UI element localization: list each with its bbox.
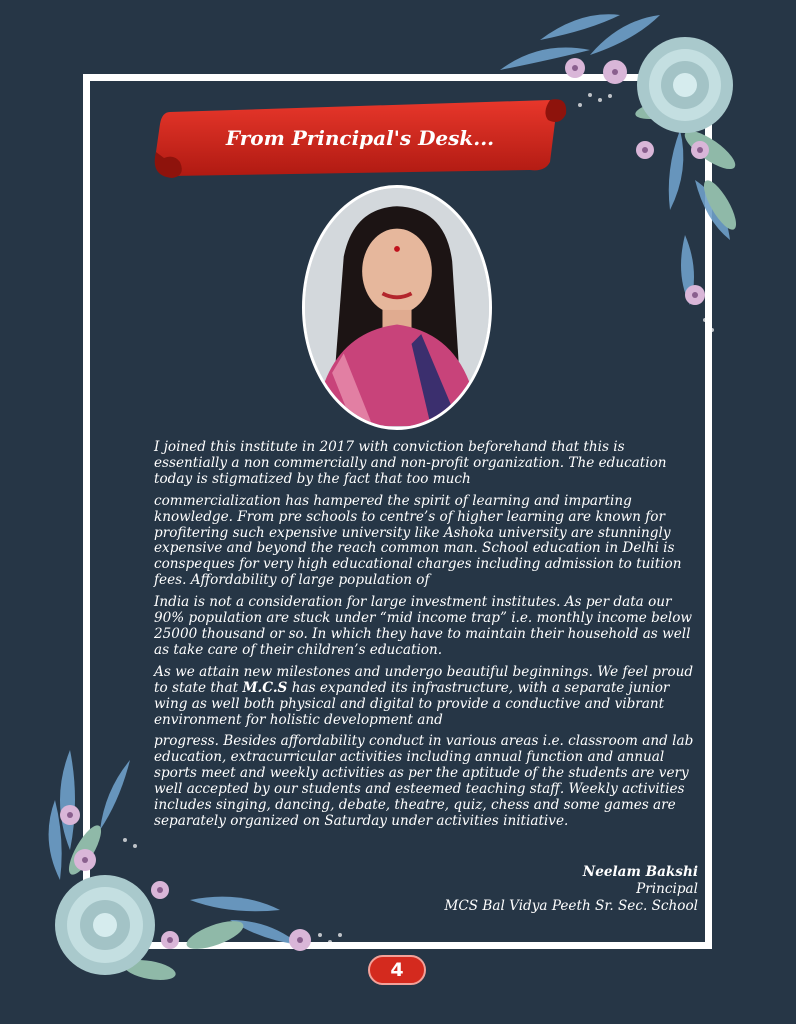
- rose-icon: [55, 875, 155, 975]
- paragraph: progress. Besides affordability conduct in various areas i.e. classroom and lab education, extracurricular activities including annual function and annual sports meet and weekly activities as per the aptitude of the students are very well accepted by our students and esteemed teaching staff. Weekly activities includes singing, dancing, debate, theatre, quiz, chess and some games are separately organized on Saturday under activities initiative.: [154, 733, 694, 829]
- paragraph: [154, 665, 702, 729]
- paragraph-text: has expanded its infrastructure, with a separate junior wing as well both physical and digital to provide a conductive and vibrant environment for holistic development and: [154, 679, 670, 728]
- paragraph: India is not a consideration for large investment institutes. As per data our 90% population are stuck under “mid income trap” i.e. monthly income below 25000 thousand or so. In which they have to maintain their household as well as take care of their children’s education.: [154, 594, 693, 658]
- paragraph-text: As we attain new milestones and undergo beautiful beginnings. We feel proud to state that: [154, 663, 694, 696]
- signatory-name: Neelam Bakshi: [582, 864, 698, 880]
- paragraph: I joined this institute in 2017 with conviction beforehand that this is essentially a non commercially and non-profit organization. The education today is stigmatized by the fact that too much: [154, 439, 667, 487]
- paragraph: commercialization has hampered the spirit of learning and imparting knowledge. From pre schools to centre’s of higher learning are known for profitering such expensive university like Ashoka university are stunningly expensive and beyond the reach common man. School education in Delhi is conspeques for very high educational charges including admission to tuition fees. Affordability of large population of: [154, 492, 682, 589]
- principal-portrait: [302, 185, 492, 430]
- page-number-badge: 4: [368, 955, 426, 985]
- letter-body: [154, 440, 702, 836]
- school-name: MCS Bal Vidya Peeth Sr. Sec. School: [444, 898, 698, 914]
- page-title: From Principal's Desk...: [225, 126, 495, 150]
- rose-icon: [637, 37, 733, 133]
- signature-block: [444, 864, 698, 915]
- signatory-role: Principal: [636, 881, 698, 897]
- school-abbreviation: M.C.S: [242, 679, 288, 696]
